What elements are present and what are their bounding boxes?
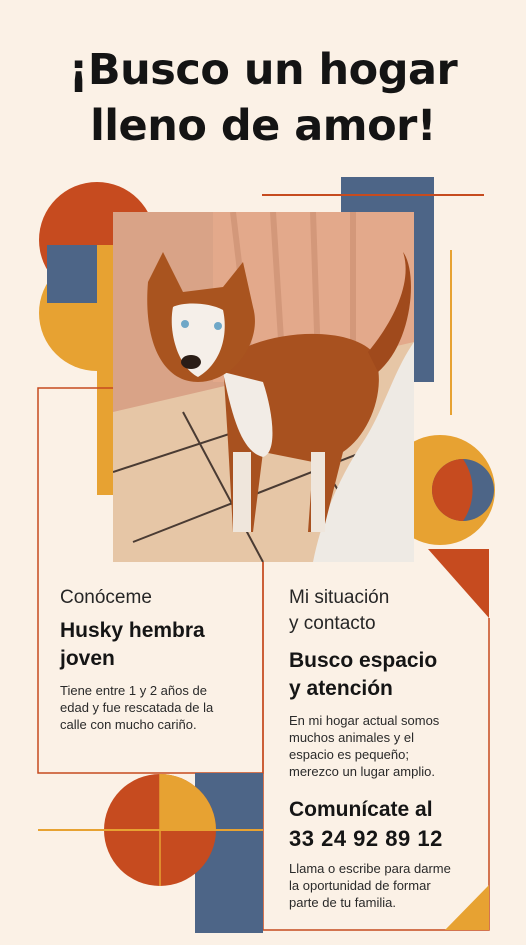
husky-dog-photo — [113, 212, 414, 562]
contact-body-line-2: la oportunidad de formar — [289, 878, 431, 893]
about-label: Conóceme — [60, 587, 152, 608]
title-line-2: lleno de amor! — [90, 101, 436, 151]
about-headline-line-2: joven — [60, 647, 115, 670]
about-body-line-2: edad y fue rescatada de la — [60, 700, 214, 715]
about-description — [60, 682, 213, 733]
situation-body-line-4: merezco un lugar amplio. — [289, 764, 435, 779]
situation-headline — [289, 647, 437, 703]
contact-title: Comunícate al — [289, 798, 433, 821]
about-body-line-1: Tiene entre 1 y 2 años de — [60, 683, 207, 698]
about-headline-line-1: Husky hembra — [60, 619, 205, 642]
situation-body-line-3: espacio es pequeño; — [289, 747, 409, 762]
page-title — [0, 42, 526, 154]
mustard-triangle-bottom-right — [445, 885, 489, 930]
about-body-line-3: calle con mucho cariño. — [60, 717, 197, 732]
blue-quarter-block — [47, 245, 97, 303]
situation-headline-line-2: y atención — [289, 677, 393, 700]
about-headline — [60, 617, 205, 673]
situation-label-line-1: Mi situación — [289, 587, 390, 608]
situation-body-line-1: En mi hogar actual somos — [289, 713, 440, 728]
mustard-bar-left — [97, 245, 113, 495]
contact-description — [289, 860, 451, 911]
situation-headline-line-1: Busco espacio — [289, 649, 438, 672]
situation-body-line-2: muchos animales y el — [289, 730, 414, 745]
situation-label-line-2: y contacto — [289, 613, 376, 634]
situation-label — [289, 585, 389, 637]
contact-body-line-1: Llama o escribe para darme — [289, 861, 451, 876]
title-line-1: ¡Busco un hogar — [68, 45, 458, 95]
contact-body-line-3: parte de tu familia. — [289, 895, 396, 910]
contact-phone-number[interactable]: 33 24 92 89 12 — [289, 826, 443, 851]
rust-triangle-right — [428, 549, 489, 618]
situation-description — [289, 712, 439, 780]
